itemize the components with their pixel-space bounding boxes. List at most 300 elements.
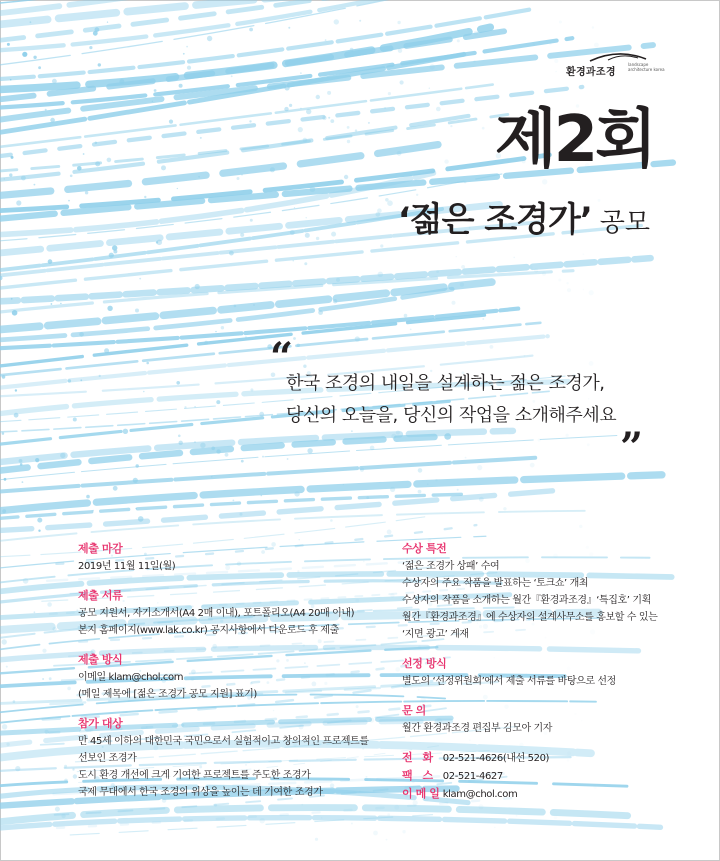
brush-speckle: [429, 88, 430, 89]
brush-speckle: [195, 284, 200, 289]
brush-speckle: [378, 272, 383, 277]
brush-speckle: [240, 233, 244, 237]
brush-speckle: [457, 39, 460, 42]
brush-speckle: [416, 194, 418, 196]
brush-speckle: [398, 49, 402, 53]
brush-speckle: [333, 299, 337, 303]
page-subtitle: [398, 197, 650, 249]
brush-speckle: [270, 167, 275, 172]
contact-key: 전 화: [402, 751, 437, 764]
brush-speckle: [2, 432, 5, 435]
brush-speckle: [200, 443, 205, 448]
brush-speckle: [490, 345, 494, 349]
brush-speckle: [315, 838, 318, 841]
documents-line: 본지 홈페이지(www.lak.co.kr) 공지사항에서 다운로드 후 제출: [78, 625, 339, 636]
documents-line: 공모 지원서, 자기소개서(A4 2매 이내), 포트폴리오(A4 20매 이내): [78, 608, 355, 619]
brush-speckle: [250, 219, 253, 222]
brush-speckle: [241, 460, 244, 463]
brush-speckle: [11, 298, 13, 300]
brush-stroke: [0, 27, 490, 90]
brush-speckle: [30, 21, 32, 23]
deadline-heading: 제출 마감: [78, 542, 123, 555]
brush-speckle: [351, 823, 353, 825]
brush-speckle: [465, 457, 467, 459]
brush-speckle: [306, 217, 307, 218]
brush-speckle: [461, 265, 465, 269]
brush-speckle: [395, 667, 400, 672]
brush-stroke: [0, 0, 441, 51]
brush-speckle: [303, 138, 308, 143]
brush-speckle: [321, 817, 322, 818]
info-column-left: [78, 540, 378, 801]
brush-speckle: [430, 64, 435, 69]
brush-speckle: [13, 700, 16, 703]
brush-speckle: [402, 830, 405, 833]
brush-speckle: [513, 257, 515, 259]
brush-speckle: [107, 22, 108, 23]
eligibility-line: 만 45세 이하의 대한민국 국민으로서 실험적이고 창의적인 프로젝트를: [78, 736, 369, 747]
brush-speckle: [64, 765, 67, 768]
brush-speckle: [187, 66, 191, 70]
brush-speckle: [89, 46, 92, 49]
brush-speckle: [136, 464, 139, 467]
brush-speckle: [249, 120, 251, 122]
brush-speckle: [38, 66, 41, 69]
brush-speckle: [387, 813, 390, 816]
brush-speckle: [533, 43, 535, 45]
brush-speckle: [231, 75, 233, 77]
brush-speckle: [450, 125, 452, 127]
brush-speckle: [534, 268, 538, 272]
brush-speckle: [34, 184, 36, 186]
brush-speckle: [331, 232, 336, 237]
brush-speckle: [135, 309, 139, 313]
brush-speckle: [284, 107, 288, 111]
brush-speckle: [559, 21, 562, 24]
brush-speckle: [42, 649, 46, 653]
brush-speckle: [237, 177, 240, 180]
brush-speckle: [391, 434, 396, 439]
brush-speckle: [473, 60, 475, 62]
brush-speckle: [373, 831, 378, 836]
brush-speckle: [42, 678, 44, 680]
brush-speckle: [250, 388, 253, 391]
brush-speckle: [52, 627, 56, 631]
brush-speckle: [161, 165, 166, 170]
brush-speckle: [370, 446, 375, 451]
brush-speckle: [77, 166, 82, 171]
brush-speckle: [146, 362, 149, 365]
brush-speckle: [305, 233, 310, 238]
brush-speckle: [566, 434, 569, 437]
benefits-line: 수상자의 작품을 소개하는 월간『환경과조경』‘특집호’ 기획: [402, 595, 651, 606]
brush-speckle: [418, 468, 423, 473]
contact-fax: [402, 767, 682, 785]
brush-speckle: [380, 244, 383, 247]
brush-speckle: [9, 173, 12, 176]
brush-speckle: [592, 26, 594, 28]
brush-speckle: [390, 487, 395, 492]
logo-name: 환경과조경: [566, 67, 616, 78]
brush-speckle: [554, 59, 558, 63]
brush-speckle: [400, 80, 404, 84]
brush-speckle: [579, 525, 582, 528]
brush-speckle: [293, 337, 296, 340]
brush-speckle: [350, 48, 354, 52]
brush-speckle: [6, 666, 8, 668]
brush-speckle: [479, 497, 484, 502]
brush-speckle: [385, 198, 389, 202]
brush-speckle: [144, 196, 146, 198]
brush-speckle: [300, 72, 302, 74]
brush-speckle: [207, 36, 212, 41]
brush-speckle: [307, 448, 312, 453]
brush-speckle: [588, 398, 589, 399]
brush-speckle: [152, 101, 153, 102]
brush-speckle: [169, 120, 173, 124]
brush-speckle: [388, 92, 391, 95]
brush-speckle: [2, 509, 6, 513]
brush-speckle: [303, 365, 306, 368]
brush-speckle: [494, 827, 495, 828]
brush-speckle: [154, 89, 157, 92]
brush-speckle: [355, 129, 357, 131]
brush-speckle: [67, 687, 71, 691]
brush-speckle: [290, 230, 295, 235]
subtitle-main: ‘젊은 조경가’: [397, 200, 592, 240]
brush-speckle: [72, 768, 74, 770]
brush-speckle: [298, 127, 303, 132]
brush-stroke: [0, 475, 662, 512]
brush-speckle: [68, 379, 71, 382]
brush-speckle: [211, 476, 213, 478]
brush-speckle: [524, 355, 526, 357]
method-line: (메일 제목에 [젊은 조경가 공모 지원] 표기): [78, 689, 257, 700]
brush-speckle: [138, 516, 144, 522]
brush-speckle: [359, 20, 361, 22]
quote-line-1: 한국 조경의 내일을 설계하는 젊은 조경가,: [286, 373, 605, 394]
brush-speckle: [464, 181, 467, 184]
brush-speckle: [83, 153, 85, 155]
brush-speckle: [589, 290, 594, 295]
brush-speckle: [347, 140, 350, 143]
brush-speckle: [549, 42, 552, 45]
brush-speckle: [390, 593, 394, 597]
brush-speckle: [51, 303, 53, 305]
brush-speckle: [384, 107, 386, 109]
brush-speckle: [22, 481, 24, 483]
brush-speckle: [322, 116, 326, 120]
brush-speckle: [567, 288, 571, 292]
brush-speckle: [6, 743, 9, 746]
brush-speckle: [113, 250, 117, 254]
brush-speckle: [15, 389, 17, 391]
brush-speckle: [325, 39, 327, 41]
brush-speckle: [176, 381, 180, 385]
brush-speckle: [435, 479, 437, 481]
brush-speckle: [225, 453, 229, 457]
brush-stroke: [0, 173, 433, 235]
brush-speckle: [157, 240, 163, 246]
brush-speckle: [318, 310, 323, 315]
brush-speckle: [79, 332, 84, 337]
brush-speckle: [530, 463, 535, 468]
brush-speckle: [194, 406, 196, 408]
brush-stroke: [0, 309, 518, 349]
brush-speckle: [229, 251, 234, 256]
brush-speckle: [139, 278, 141, 280]
inquiry-line: 월간 환경과조경 편집부 김모아 기자: [402, 723, 553, 734]
info-column-right: [402, 540, 682, 803]
brush-speckle: [479, 804, 484, 809]
brush-speckle: [554, 816, 557, 819]
brush-speckle: [55, 807, 60, 812]
brush-speckle: [457, 489, 459, 491]
brush-speckle: [427, 483, 429, 485]
brush-speckle: [198, 176, 200, 178]
brush-speckle: [45, 109, 47, 111]
brush-speckle: [98, 63, 101, 66]
brush-speckle: [555, 71, 556, 72]
brush-speckle: [355, 336, 360, 341]
brush-speckle: [344, 175, 348, 179]
brush-speckle: [95, 161, 100, 166]
brush-speckle: [99, 375, 101, 377]
brush-speckle: [10, 79, 12, 81]
brush-speckle: [516, 815, 518, 817]
brush-speckle: [73, 418, 77, 422]
eligibility-line: 도시 환경 개선에 크게 기여한 프로젝트를 주도한 조경가: [78, 770, 311, 781]
brush-speckle: [482, 318, 484, 320]
brush-speckle: [178, 435, 181, 438]
brush-speckle: [68, 200, 70, 202]
quote-line-2: 당신의 오늘을, 당신의 작업을 소개해주세요: [286, 405, 617, 426]
brush-speckle: [92, 510, 94, 512]
brush-speckle: [394, 805, 399, 810]
brush-speckle: [327, 91, 331, 95]
brush-speckle: [48, 259, 53, 264]
brush-speckle: [566, 282, 568, 284]
brush-speckle: [120, 79, 125, 84]
brush-speckle: [4, 478, 7, 481]
brush-speckle: [386, 839, 388, 841]
contact-value: 02-521-4626(내선 520): [442, 753, 550, 764]
brush-speckle: [304, 262, 307, 265]
brush-speckle: [287, 458, 289, 460]
inquiry-heading: 문 의: [402, 704, 426, 717]
brush-speckle: [587, 443, 590, 446]
brush-speckle: [45, 730, 49, 734]
brush-speckle: [594, 43, 599, 48]
eligibility-heading: 참가 대상: [78, 717, 123, 730]
benefits-line: ‘젊은 조경가 상패’ 수여: [402, 561, 500, 572]
brush-speckle: [289, 104, 292, 107]
brush-speckle: [529, 265, 533, 269]
brush-speckle: [444, 159, 448, 163]
quote-open-mark: “: [270, 334, 294, 381]
page-title: 제2회: [494, 103, 654, 177]
brush-speckle: [368, 122, 370, 124]
brush-speckle: [297, 344, 300, 347]
brush-speckle: [179, 84, 183, 88]
brush-speckle: [194, 441, 195, 442]
contact-value: klam@chol.com: [442, 789, 518, 800]
brush-speckle: [47, 602, 52, 607]
brush-speckle: [262, 456, 264, 458]
brush-speckle: [397, 21, 400, 24]
brush-speckle: [387, 200, 393, 206]
brush-speckle: [60, 303, 61, 304]
brush-speckle: [482, 127, 485, 130]
brush-speckle: [19, 459, 23, 463]
brush-speckle: [22, 52, 27, 57]
brush-speckle: [477, 465, 482, 470]
logo-subtitle: landscape architecture korea: [628, 62, 665, 72]
brush-speckle: [80, 379, 82, 381]
brush-speckle: [35, 458, 39, 462]
brush-speckle: [558, 279, 561, 282]
brush-speckle: [285, 85, 290, 90]
brush-speckle: [211, 447, 215, 451]
brush-speckle: [583, 289, 584, 290]
brush-speckle: [366, 496, 369, 499]
subtitle-tail: 공모: [599, 208, 650, 238]
contact-key: 팩 스: [402, 769, 437, 782]
brush-speckle: [260, 818, 265, 823]
brush-speckle: [240, 513, 243, 516]
brush-speckle: [328, 117, 330, 119]
benefits-line: 수상자의 주요 작품을 발표하는 ‘토크쇼’ 개최: [402, 578, 589, 589]
brush-speckle: [2, 375, 6, 379]
brush-speckle: [583, 253, 585, 255]
brush-speckle: [38, 530, 40, 532]
brush-speckle: [316, 237, 319, 240]
brush-speckle: [245, 336, 247, 338]
brush-speckle: [11, 156, 14, 159]
brush-speckle: [2, 724, 7, 729]
eligibility-line: 선보인 조경가: [78, 753, 137, 764]
brush-speckle: [259, 412, 264, 417]
brush-speckle: [301, 804, 303, 806]
logo-arc-icon: [588, 52, 648, 62]
brush-speckle: [503, 507, 506, 510]
brush-speckle: [360, 468, 364, 472]
selection-heading: 선정 방식: [402, 657, 447, 670]
brush-speckle: [474, 31, 479, 36]
brush-speckle: [538, 438, 541, 441]
brush-speckle: [418, 490, 422, 494]
brush-speckle: [316, 95, 320, 99]
brush-speckle: [397, 151, 402, 156]
brush-speckle: [233, 500, 235, 502]
contact-phone: [402, 749, 682, 767]
brush-speckle: [221, 326, 224, 329]
brush-speckle: [404, 314, 408, 318]
brush-speckle: [21, 176, 26, 181]
brush-speckle: [73, 774, 77, 778]
contact-key: 이메일: [402, 787, 443, 800]
brush-speckle: [306, 109, 311, 114]
contact-email: [402, 785, 682, 803]
brush-speckle: [7, 43, 10, 46]
brush-speckle: [183, 53, 185, 55]
magazine-logo: [566, 52, 686, 82]
brush-speckle: [214, 804, 217, 807]
brush-speckle: [133, 478, 138, 483]
brush-speckle: [34, 611, 36, 613]
brush-speckle: [15, 766, 20, 771]
brush-speckle: [135, 508, 137, 510]
brush-speckle: [456, 256, 457, 257]
brush-speckle: [253, 304, 255, 306]
selection-line: 별도의 ‘선정위원회’에서 제출 서류를 바탕으로 선정: [402, 676, 616, 687]
benefits-line: ‘지면 광고’ 게재: [402, 629, 469, 640]
brush-speckle: [387, 530, 392, 535]
brush-speckle: [33, 56, 36, 59]
brush-speckle: [330, 119, 334, 123]
brush-speckle: [589, 361, 594, 366]
brush-speckle: [215, 331, 216, 332]
brush-speckle: [61, 814, 65, 818]
brush-speckle: [347, 126, 350, 129]
benefits-line: 월간『환경과조경』에 수상자의 설계사무소를 홍보할 수 있는: [402, 612, 658, 623]
brush-speckle: [113, 486, 118, 491]
brush-speckle: [37, 518, 42, 523]
brush-speckle: [460, 282, 464, 286]
brush-speckle: [52, 79, 57, 84]
brush-speckle: [396, 431, 400, 435]
brush-speckle: [107, 158, 112, 163]
brush-speckle: [104, 348, 109, 353]
brush-speckle: [436, 107, 441, 112]
brush-speckle: [109, 253, 114, 258]
brush-stroke: [0, 818, 660, 829]
brush-speckle: [234, 305, 237, 308]
brush-speckle: [542, 272, 546, 276]
brush-speckle: [351, 430, 353, 432]
brush-speckle: [436, 270, 439, 273]
brush-speckle: [70, 175, 73, 178]
brush-speckle: [216, 449, 220, 453]
brush-speckle: [186, 46, 188, 48]
brush-speckle: [60, 453, 65, 458]
brush-speckle: [334, 19, 339, 24]
brush-speckle: [49, 677, 52, 680]
brush-speckle: [85, 191, 88, 194]
documents-heading: 제출 서류: [78, 589, 123, 602]
brush-speckle: [532, 400, 535, 403]
brush-speckle: [343, 484, 344, 485]
brush-speckle: [95, 27, 100, 32]
brush-speckle: [4, 178, 5, 179]
brush-speckle: [200, 137, 202, 139]
brush-speckle: [95, 142, 98, 145]
brush-speckle: [179, 441, 183, 445]
brush-speckle: [300, 108, 302, 110]
brush-speckle: [377, 208, 382, 213]
brush-speckle: [64, 779, 68, 783]
brush-speckle: [50, 118, 55, 123]
brush-speckle: [123, 429, 128, 434]
brush-speckle: [241, 174, 243, 176]
brush-speckle: [143, 391, 145, 393]
brush-speckle: [12, 310, 18, 316]
deadline-line: 2019년 11월 11일(월): [78, 561, 176, 572]
method-heading: 제출 방식: [78, 653, 123, 666]
brush-speckle: [23, 578, 29, 584]
brush-speckle: [294, 207, 295, 208]
brush-speckle: [249, 28, 253, 32]
